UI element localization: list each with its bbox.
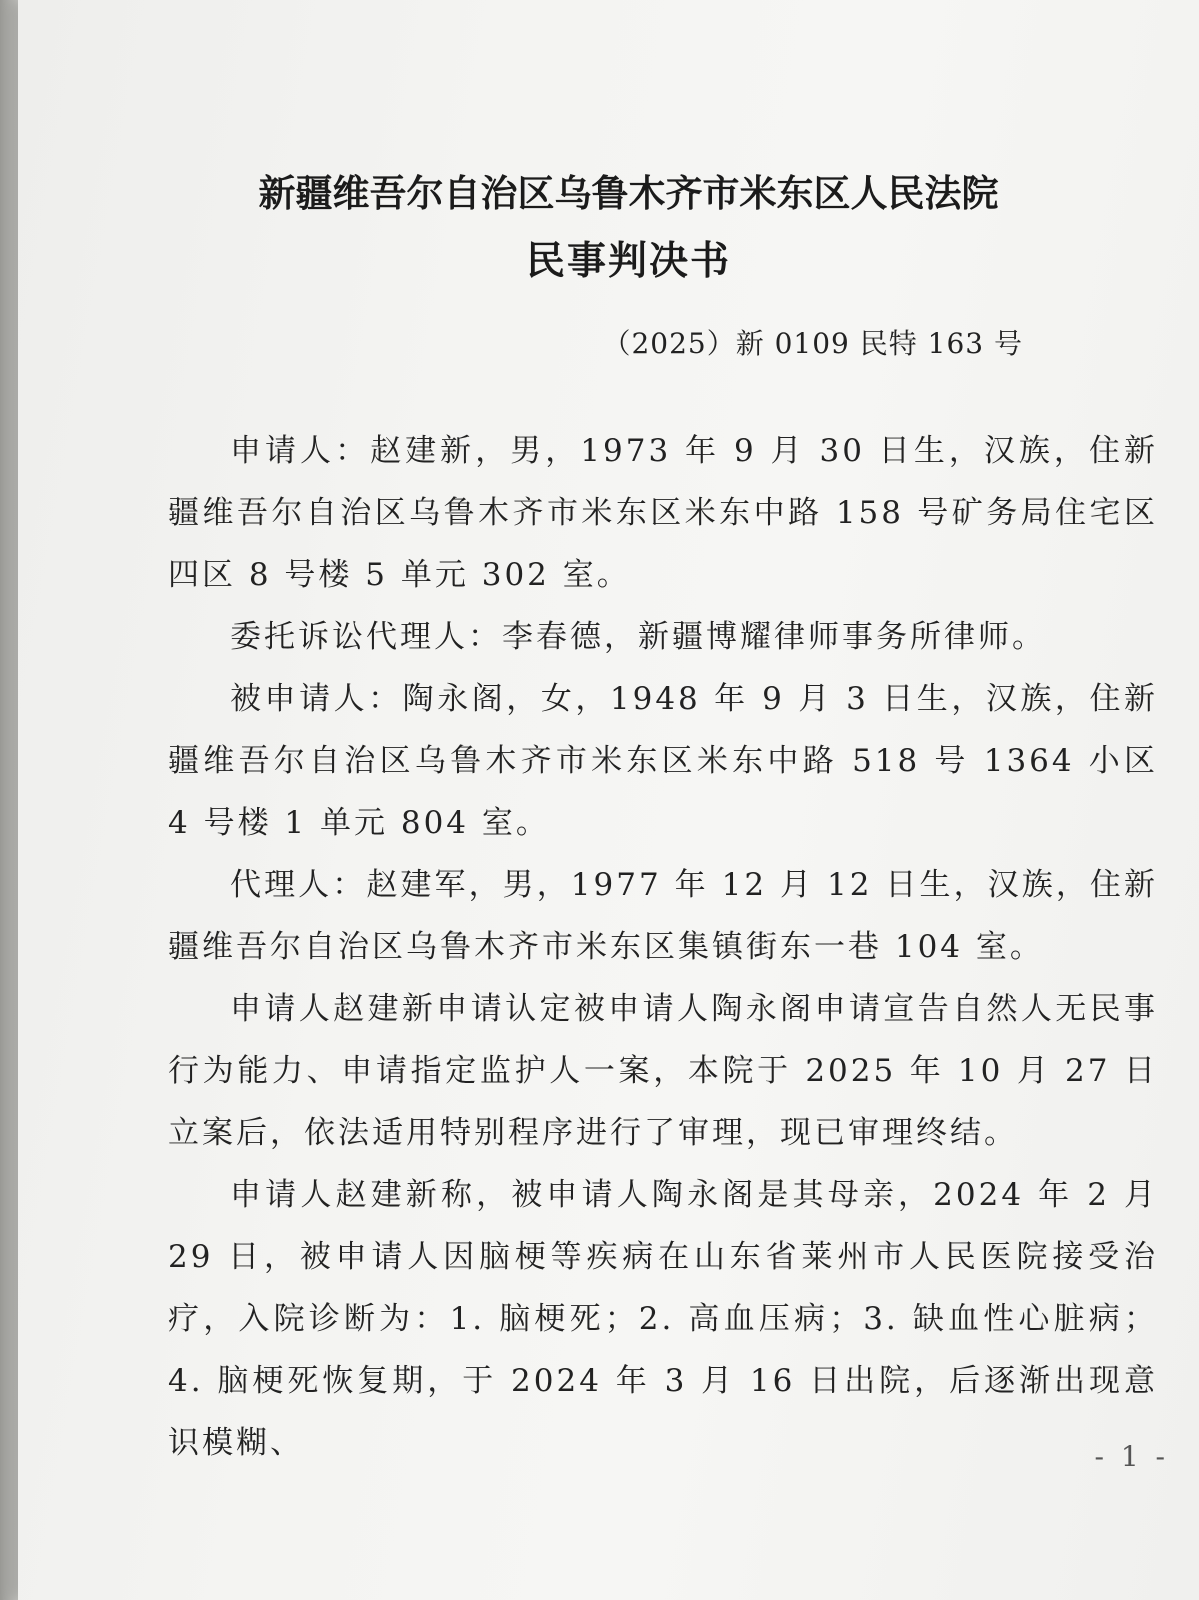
paragraph-respondent-agent: 代理人：赵建军，男，1977 年 12 月 12 日生，汉族，住新疆维吾尔自治区乌鲁木齐市米东区集镇街东一巷 104 室。 <box>168 867 1158 965</box>
document-type-heading: 民事判决书 <box>525 238 731 284</box>
judgment-body <box>168 420 1158 1474</box>
paragraph-case-filing: 申请人赵建新申请认定被申请人陶永阁申请宣告自然人无民事行为能力、申请指定监护人一案，本院于 2025 年 10 月 27 日立案后，依法适用特别程序进行了审理，现已审理终结。 <box>168 991 1158 1151</box>
court-name-heading: 新疆维吾尔自治区乌鲁木齐市米东区人民法院 <box>258 171 999 215</box>
case-number: （2025）新 0109 民特 163 号 <box>602 327 1023 360</box>
paragraph-applicant-statement: 申请人赵建新称，被申请人陶永阁是其母亲，2024 年 2 月 29 日，被申请人因脑梗等疾病在山东省莱州市人民医院接受治疗，入院诊断为：1. 脑梗死；2. 高血压病；3. 缺血性心脏病；4. 脑梗死恢复期，于 2024 年 3 月 16 日出院，后逐渐出现意识模糊、 <box>168 1177 1158 1461</box>
document-page <box>18 0 1199 1600</box>
paragraph-respondent: 被申请人：陶永阁，女，1948 年 9 月 3 日生，汉族，住新疆维吾尔自治区乌鲁木齐市米东区米东中路 518 号 1364 小区 4 号楼 1 单元 804 室。 <box>168 681 1158 841</box>
paragraph-applicant-agent: 委托诉讼代理人：李春德，新疆博耀律师事务所律师。 <box>230 619 1046 655</box>
page-number: - 1 - <box>1094 1440 1169 1473</box>
page-edge-shadow <box>0 0 18 1600</box>
paragraph-applicant: 申请人：赵建新，男，1973 年 9 月 30 日生，汉族，住新疆维吾尔自治区乌鲁木齐市米东区米东中路 158 号矿务局住宅区四区 8 号楼 5 单元 302 室。 <box>168 433 1158 593</box>
